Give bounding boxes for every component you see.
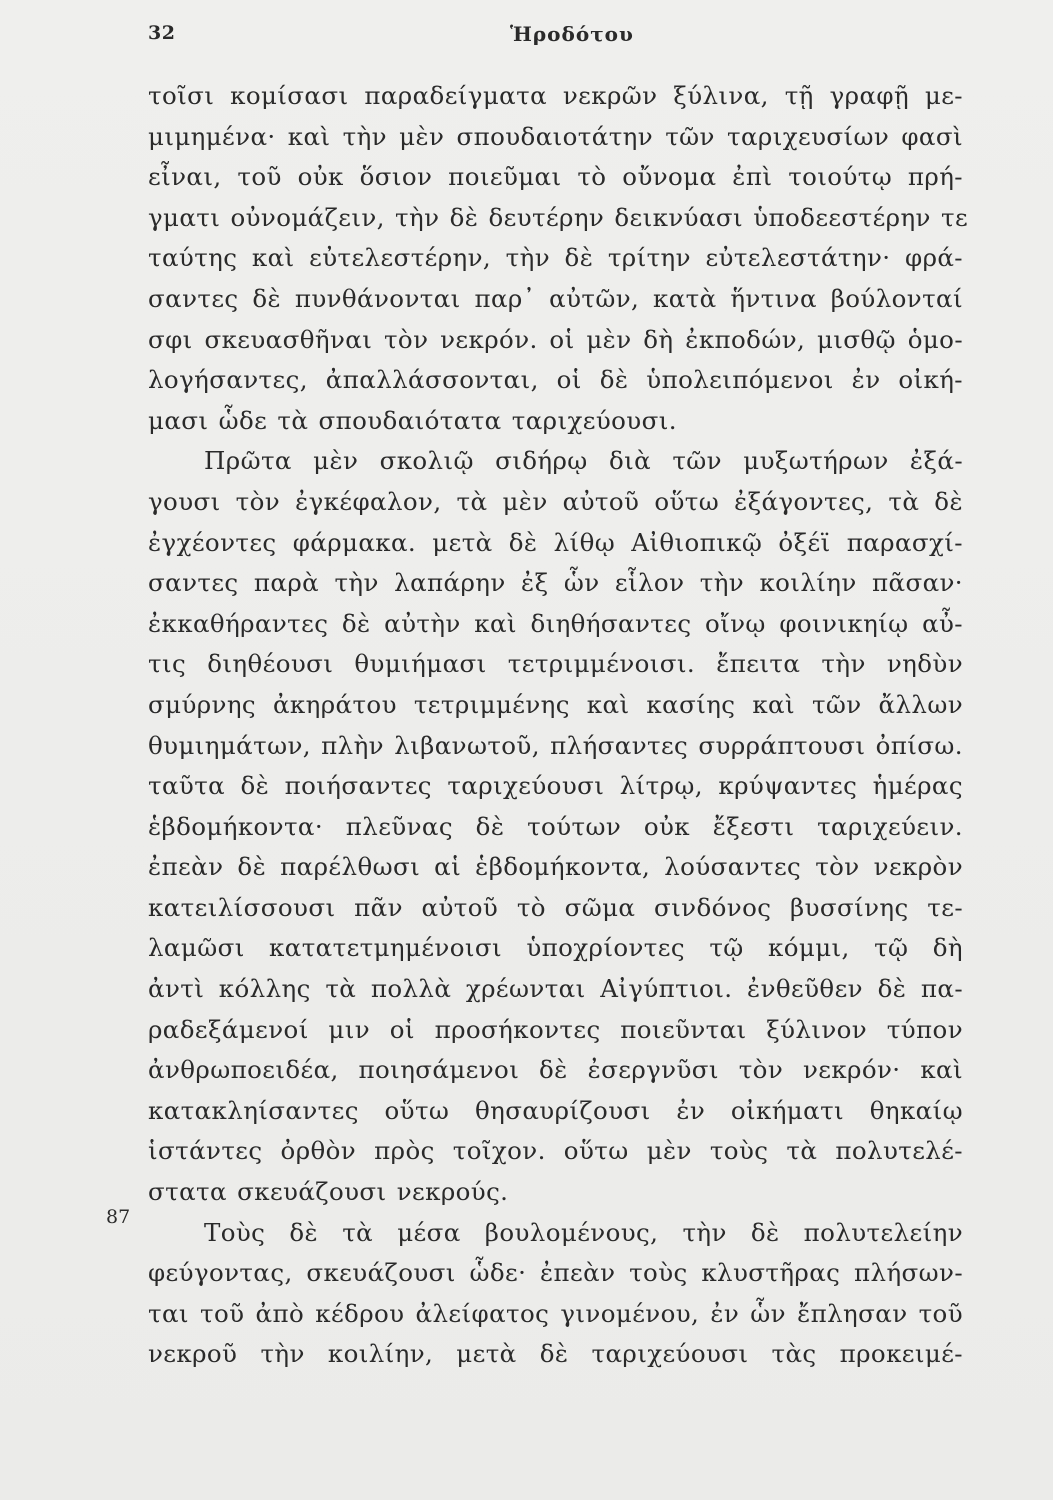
text-line: ἱστάντες ὀρθὸν πρὸς τοῖχον. οὕτω μὲν τοὺς τὰ πολυτελέ- xyxy=(148,1136,963,1166)
text-line: θυμιημάτων, πλὴν λιβανωτοῦ, πλήσαντες συρράπτουσι ὀπίσω. xyxy=(148,730,963,760)
text-line: σμύρνης ἀκηράτου τετριμμένης καὶ κασίης καὶ τῶν ἄλλων xyxy=(148,689,963,719)
text-line: γουσι τὸν ἐγκέφαλον, τὰ μὲν αὐτοῦ οὕτω ἐξάγοντες, τὰ δὲ xyxy=(148,486,963,516)
running-title: Ἡροδότου xyxy=(510,22,634,46)
text-line: ἐπεὰν δὲ παρέλθωσι αἱ ἑβδομήκοντα, λούσαντες τὸν νεκρὸν xyxy=(148,852,963,882)
paragraph-first-line: Τοὺς δὲ τὰ μέσα βουλομένους, τὴν δὲ πολυτελείην xyxy=(204,1217,963,1247)
page-number: 32 xyxy=(148,22,176,44)
text-line: ἐκκαθήραντες δὲ αὐτὴν καὶ διηθήσαντες οἴνῳ φοινικηίῳ αὖ- xyxy=(148,608,963,638)
text-line: σφι σκευασθῆναι τὸν νεκρόν. οἱ μὲν δὴ ἐκποδών, μισθῷ ὁμο- xyxy=(148,324,963,354)
text-line: στατα σκευάζουσι νεκρούς. xyxy=(148,1177,509,1207)
text-line: λογήσαντες, ἀπαλλάσσονται, οἱ δὲ ὑπολειπόμενοι ἐν οἰκή- xyxy=(148,365,963,395)
text-line: μιμημένα· καὶ τὴν μὲν σπουδαιοτάτην τῶν ταριχευσίων φασὶ xyxy=(148,121,963,151)
text-line: ἀντὶ κόλλης τὰ πολλὰ χρέωνται Αἰγύπτιοι. ἐνθεῦθεν δὲ πα- xyxy=(148,974,963,1004)
running-head xyxy=(148,22,953,52)
section-number: 87 xyxy=(106,1206,131,1228)
text-line: γματι οὐνομάζειν, τὴν δὲ δευτέρην δεικνύασι ὑποδεεστέρην τε xyxy=(148,202,969,232)
text-line: ἐγχέοντες φάρμακα. μετὰ δὲ λίθῳ Αἰθιοπικῷ ὀξέϊ παρασχί- xyxy=(148,527,963,557)
text-line: φεύγοντας, σκευάζουσι ὧδε· ἐπεὰν τοὺς κλυστῆρας πλήσων- xyxy=(148,1258,963,1288)
text-line: ται τοῦ ἀπὸ κέδρου ἀλείφατος γινομένου, ἐν ὧν ἔπλησαν τοῦ xyxy=(148,1298,963,1328)
text-line: τοῖσι κομίσασι παραδείγματα νεκρῶν ξύλινα, τῇ γραφῇ με- xyxy=(148,81,963,110)
text-line: τις διηθέουσι θυμιήμασι τετριμμένοισι. ἔπειτα τὴν νηδὺν xyxy=(148,649,963,679)
text-line: εἶναι, τοῦ οὐκ ὅσιον ποιεῦμαι τὸ οὔνομα ἐπὶ τοιούτῳ πρή- xyxy=(148,162,963,192)
text-line: ἑβδομήκοντα· πλεῦνας δὲ τούτων οὐκ ἔξεστι ταριχεύειν. xyxy=(148,811,963,841)
text-line: κατακληίσαντες οὕτω θησαυρίζουσι ἐν οἰκήματι θηκαίῳ xyxy=(148,1095,963,1125)
text-line: μασι ὧδε τὰ σπουδαιότατα ταριχεύουσι. xyxy=(148,405,677,435)
paragraph-first-line: Πρῶτα μὲν σκολιῷ σιδήρῳ διὰ τῶν μυξωτήρων ἐξά- xyxy=(204,446,963,476)
text-line: σαντες παρὰ τὴν λαπάρην ἐξ ὧν εἷλον τὴν κοιλίην πᾶσαν· xyxy=(148,568,963,598)
text-line: λαμῶσι κατατετμημένοισι ὑποχρίοντες τῷ κόμμι, τῷ δὴ xyxy=(148,933,963,963)
body-text xyxy=(148,76,969,1375)
text-line: σαντες δὲ πυνθάνονται παρ᾽ αὐτῶν, κατὰ ἥντινα βούλονταί xyxy=(148,283,963,313)
text-line: ταῦτα δὲ ποιήσαντες ταριχεύουσι λίτρῳ, κρύψαντες ἡμέρας xyxy=(148,771,963,801)
text-line: κατειλίσσουσι πᾶν αὐτοῦ τὸ σῶμα σινδόνος βυσσίνης τε- xyxy=(148,892,963,922)
text-line: ἀνθρωποειδέα, ποιησάμενοι δὲ ἐσεργνῦσι τὸν νεκρόν· καὶ xyxy=(148,1055,963,1085)
text-line: νεκροῦ τὴν κοιλίην, μετὰ δὲ ταριχεύουσι τὰς προκειμέ- xyxy=(148,1339,963,1369)
text-line: ταύτης καὶ εὐτελεστέρην, τὴν δὲ τρίτην εὐτελεστάτην· φρά- xyxy=(148,243,963,273)
text-line: ραδεξάμενοί μιν οἱ προσήκοντες ποιεῦνται ξύλινον τύπον xyxy=(148,1014,963,1044)
